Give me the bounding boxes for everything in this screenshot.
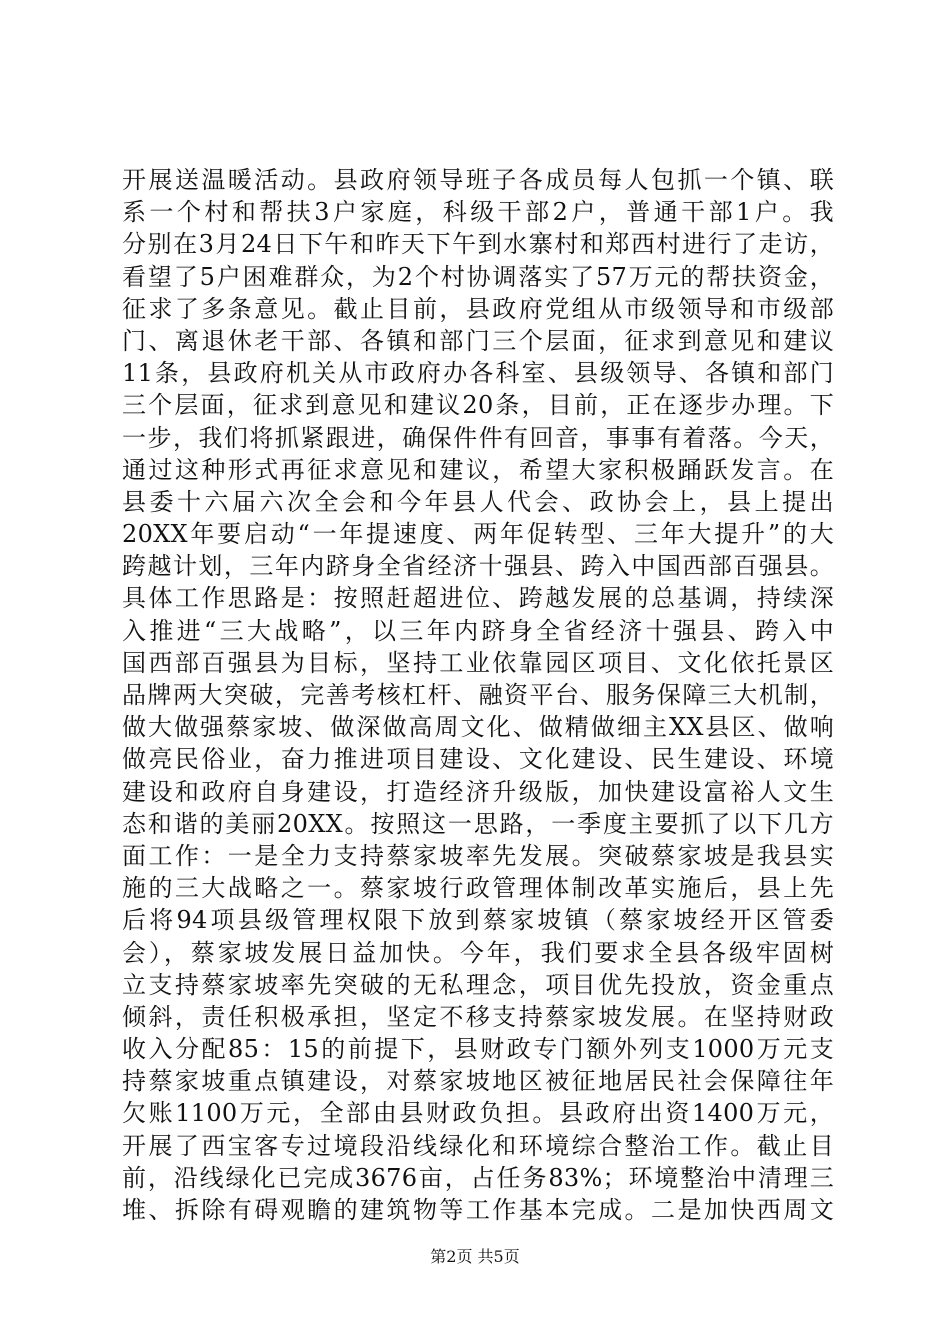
page-footer [0, 1247, 950, 1267]
text-line: 面工作：一是全力支持蔡家坡率先发展。突破蔡家坡是我县实 [122, 841, 834, 870]
text-line: 开展送温暖活动。县政府领导班子各成员每人包抓一个镇、联 [122, 166, 834, 194]
text-line: 前，沿线绿化已完成3676亩，占任务83%；环境整治中清理三 [122, 1163, 834, 1192]
text-line: 品牌两大突破，完善考核杠杆、融资平台、服务保障三大机制， [122, 681, 834, 709]
text-line: 持蔡家坡重点镇建设，对蔡家坡地区被征地居民社会保障往年 [122, 1067, 834, 1096]
text-line: 建设和政府自身建设，打造经济升级版，加快建设富裕人文生 [122, 777, 834, 806]
text-line: 开展了西宝客专过境段沿线绿化和环境综合整治工作。截止目 [122, 1131, 834, 1160]
text-line: 做亮民俗业，奋力推进项目建设、文化建设、民生建设、环境 [122, 745, 834, 774]
text-line: 门、离退休老干部、各镇和部门三个层面，征求到意见和建议 [122, 326, 834, 355]
body-text [122, 164, 834, 1226]
text-line: 会），蔡家坡发展日益加快。今年，我们要求全县各级牢固树 [122, 938, 834, 967]
text-line: 看望了5户困难群众，为2个村协调落实了57万元的帮扶资金， [122, 262, 834, 291]
text-line: 20XX年要启动“一年提速度、两年促转型、三年大提升”的大 [122, 520, 834, 549]
text-line: 施的三大战略之一。蔡家坡行政管理体制改革实施后，县上先 [122, 874, 834, 903]
text-line: 收入分配85：15的前提下，县财政专门额外列支1000万元支 [122, 1035, 834, 1064]
text-line: 11条，县政府机关从市政府办各科室、县级领导、各镇和部门 [122, 359, 834, 388]
text-line: 做大做强蔡家坡、做深做高周文化、做精做细主XX县区、做响 [122, 713, 834, 742]
text-line: 倾斜，责任积极承担，坚定不移支持蔡家坡发展。在坚持财政 [122, 1002, 834, 1031]
text-line: 分别在3月24日下午和昨天下午到水寨村和郑西村进行了走访， [122, 230, 834, 259]
text-line: 具体工作思路是：按照赶超进位、跨越发展的总基调，持续深 [122, 584, 834, 613]
text-line: 后将94项县级管理权限下放到蔡家坡镇（蔡家坡经开区管委 [122, 906, 834, 935]
text-line: 堆、拆除有碍观瞻的建筑物等工作基本完成。二是加快西周文 [122, 1196, 834, 1224]
text-line: 通过这种形式再征求意见和建议，希望大家积极踊跃发言。在 [122, 455, 834, 484]
page-number-label: 第2页 共5页 [430, 1247, 520, 1266]
text-line: 跨越计划，三年内跻身全省经济十强县、跨入中国西部百强县。 [122, 552, 834, 581]
text-line: 征求了多条意见。截止目前，县政府党组从市级领导和市级部 [122, 294, 834, 323]
text-line: 立支持蔡家坡率先突破的无私理念，项目优先投放，资金重点 [122, 970, 834, 999]
text-line: 欠账1100万元，全部由县财政负担。县政府出资1400万元， [122, 1099, 834, 1128]
text-line: 县委十六届六次全会和今年县人代会、政协会上，县上提出 [122, 487, 834, 516]
text-line: 态和谐的美丽20XX。按照这一思路，一季度主要抓了以下几方 [122, 809, 834, 838]
text-line: 三个层面，征求到意见和建议20条，目前，正在逐步办理。下 [122, 391, 834, 420]
text-line: 一步，我们将抓紧跟进，确保件件有回音，事事有着落。今天， [122, 423, 834, 452]
text-line: 入推进“三大战略”，以三年内跻身全省经济十强县、跨入中 [122, 616, 834, 645]
text-line: 系一个村和帮扶3户家庭，科级干部2户，普通干部1户。我 [122, 198, 834, 227]
text-line: 国西部百强县为目标，坚持工业依靠园区项目、文化依托景区 [122, 648, 834, 677]
